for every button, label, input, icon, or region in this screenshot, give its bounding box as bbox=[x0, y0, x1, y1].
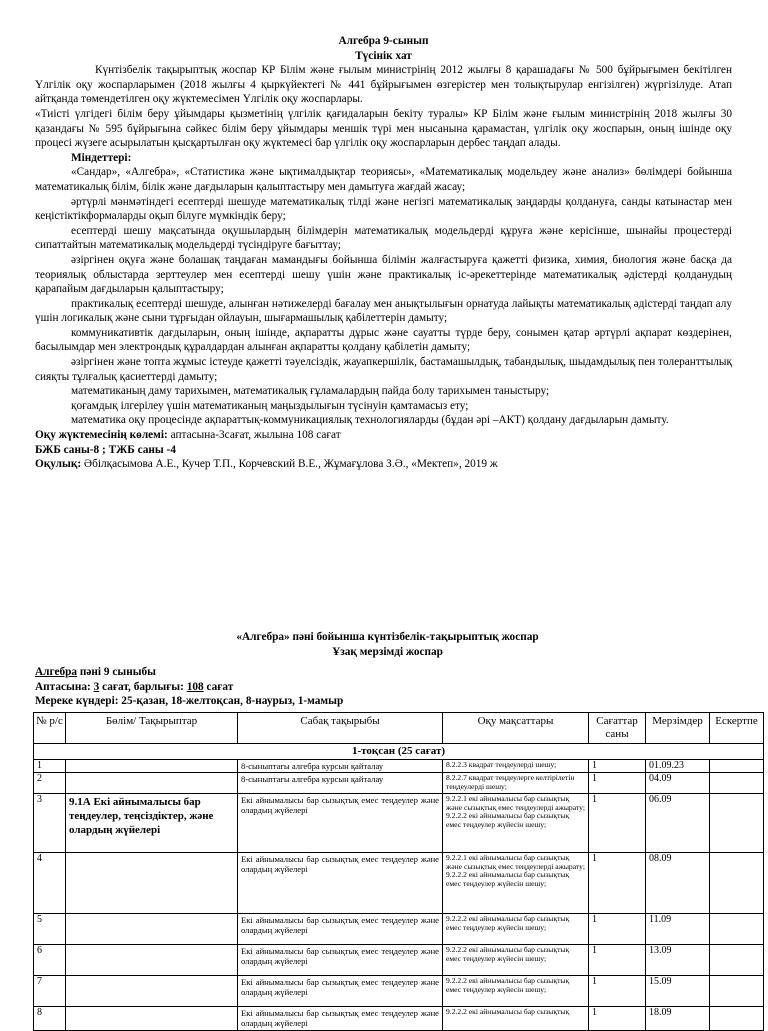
subject-line bbox=[35, 665, 740, 680]
row-note bbox=[710, 945, 764, 976]
row-note bbox=[710, 976, 764, 1007]
row-number: 5 bbox=[34, 914, 66, 945]
row-section bbox=[66, 1007, 238, 1031]
task-item: «Сандар», «Алгебра», «Статистика және ықтималдықтар теориясы», «Математикалық модельдеу және анализ» бөлімдері бойынша математикалық білім, білік және дағдыларын қалыптастыру мен дамытуға жағдай жасау; bbox=[35, 166, 732, 193]
row-topic: 8-сыныптағы алгебра курсын қайталау bbox=[238, 773, 443, 794]
hours-unit: сағат bbox=[203, 680, 234, 693]
row-section bbox=[66, 914, 238, 945]
row-note bbox=[710, 773, 764, 794]
task-item: әзіргінен оқуға және болашақ таңдаған мамандығы бойынша білімін жалғастыруға қажетті физика, химия, биология және басқа да теориялық облыстарда зерттеулер мен есептерді шешу үшін және практикалық іс-әрекеттерінде математикалық әдістерді қолданудың қарапайым дағдыларын қалыптастыру; bbox=[35, 253, 732, 296]
row-number: 8 bbox=[34, 1007, 66, 1031]
assessment-count: БЖБ саны-8 ; ТЖБ саны -4 bbox=[35, 443, 176, 456]
plan-table bbox=[33, 712, 764, 1031]
row-section bbox=[66, 945, 238, 976]
row-note bbox=[710, 1007, 764, 1031]
quarter-label: 1-тоқсан (25 сағат) bbox=[34, 744, 764, 760]
intro-paragraph-2: «Тиісті үлгідегі білім беру ұйымдары қызметінің үлгілік қағидаларын бекіту туралы» КР Білім және ғылым министрінің 2018 жылғы 30 қазандағы № 595 бұйрығына сәйкес білім беру ұйымдары меншік түрі мен нысанына қарамастан, үлгілік оқу жоспарын, оның ішінде оқу процесі жүзеге асырылатын қысқартылған оқу жүктемесі бар үлгілік оқу жоспарларын дербес таңдап алады. bbox=[35, 107, 732, 150]
task-item: математиканың даму тарихымен, математикалық ғұламалардың пайда болу тарихымен таныстыру; bbox=[71, 385, 550, 398]
task-item: есептерді шешу мақсатында оқушылардың білімдерін математикалық модельдерді құруға және керісінше, шынайы процестерді сипаттайтын математикалық модельдерді түсіндіруге бағыттау; bbox=[35, 224, 732, 252]
weekly-label: Аптасына: bbox=[35, 680, 94, 693]
row-section bbox=[66, 773, 238, 794]
row-hours: 1 bbox=[589, 914, 646, 945]
section-title: 9.1А Екі айнымалысы бар теңдеулер, теңсіздіктер, және олардың жүйелері bbox=[66, 794, 238, 853]
row-section bbox=[66, 760, 238, 773]
row-note bbox=[710, 914, 764, 945]
row-goals: 9.2.2.2 екі айнымалысы бар сызықтық bbox=[443, 1007, 589, 1031]
row-number: 6 bbox=[34, 945, 66, 976]
row-number: 1 bbox=[34, 760, 66, 773]
explanatory-note bbox=[35, 34, 732, 472]
row-topic: Екі айнымалысы бар сызықтық емес теңдеулер және олардың жүйелері bbox=[238, 945, 443, 976]
row-date: 15.09 bbox=[646, 976, 710, 1007]
holidays-line: Мереке күндері: 25-қазан, 18-желтоқсан, 8-наурыз, 1-мамыр bbox=[35, 695, 344, 708]
table-row bbox=[34, 1007, 764, 1031]
row-hours: 1 bbox=[589, 976, 646, 1007]
row-topic: Екі айнымалысы бар сызықтық емес теңдеулер және олардың жүйелері bbox=[238, 853, 443, 914]
table-row bbox=[34, 914, 764, 945]
task-item: коммуникативтік дағдыларын, оның ішінде, ақпаратты дұрыс және сауатты түрде беру, сонымен қатар әртүрлі ақпарат көздерінен, басылымдар мен электрондық құралдардан алынған ақпаратты қолдану қабілетін дамыту; bbox=[35, 326, 732, 354]
table-row bbox=[34, 976, 764, 1007]
row-topic: Екі айнымалысы бар сызықтық емес теңдеулер және олардың жүйелері bbox=[238, 1007, 443, 1031]
task-item: әзіргінен және топта жұмыс істеуде қажетті тәуелсіздік, жауапкершілік, бастамашылдық, табандылық, шыдамдылық пен толеранттылық сияқты тұлғалық қасиеттерді дамыту; bbox=[35, 356, 732, 383]
table-row bbox=[34, 794, 764, 853]
row-number: 4 bbox=[34, 853, 66, 914]
table-row bbox=[34, 945, 764, 976]
row-topic: Екі айнымалысы бар сызықтық емес теңдеулер және олардың жүйелері bbox=[238, 914, 443, 945]
table-row bbox=[34, 773, 764, 794]
weekly-hours: 3 bbox=[93, 680, 100, 693]
row-topic: Екі айнымалысы бар сызықтық емес теңдеулер және олардың жүйелері bbox=[238, 976, 443, 1007]
row-number: 7 bbox=[34, 976, 66, 1007]
subject-name: Алгебра bbox=[35, 666, 78, 679]
row-hours: 1 bbox=[589, 945, 646, 976]
row-note bbox=[710, 794, 764, 853]
total-hours: 108 bbox=[186, 680, 204, 693]
row-number: 3 bbox=[34, 794, 66, 853]
row-topic: Екі айнымалысы бар сызықтық емес теңдеулер және олардың жүйелері bbox=[238, 794, 443, 853]
row-date: 01.09.23 bbox=[646, 760, 710, 773]
row-date: 06.09 bbox=[646, 794, 710, 853]
table-row bbox=[34, 853, 764, 914]
row-date: 08.09 bbox=[646, 853, 710, 914]
col-goals: Оқу мақсаттары bbox=[443, 713, 589, 744]
row-topic: 8-сыныптағы алгебра курсын қайталау bbox=[238, 760, 443, 773]
col-hours: Сағаттар саны bbox=[589, 713, 646, 744]
row-date: 11.09 bbox=[646, 914, 710, 945]
col-number: № р/с bbox=[34, 713, 66, 744]
row-goals: 9.2.2.2 екі айнымалысы бар сызықтық емес теңдеулер жүйесін шешу; bbox=[443, 914, 589, 945]
total-label: сағат, барлығы: bbox=[99, 680, 187, 693]
row-hours: 1 bbox=[589, 1007, 646, 1031]
col-section: Бөлім/ Тақырыптар bbox=[66, 713, 238, 744]
tasks-heading: Міндеттері: bbox=[71, 151, 132, 164]
row-date: 18.09 bbox=[646, 1007, 710, 1031]
task-item: практикалық есептерді шешуде, алынған нәтижелерді бағалау мен анықтылығын орнатуда лайықты математикалық әдістерді таңдап алу үшін логикалық және сыни тұрғыдан ойлауын, шығармашылық қабілеттерін дамыту; bbox=[35, 297, 732, 325]
col-topic: Сабақ тақырыбы bbox=[238, 713, 443, 744]
study-load bbox=[35, 428, 732, 443]
plan-title: «Алгебра» пәні бойынша күнтізбелік-тақырыптық жоспар bbox=[236, 631, 539, 643]
subject-grade: пәні 9 сыныбы bbox=[77, 666, 157, 679]
study-load-value: аптасына-3сағат, жылына 108 сағат bbox=[167, 429, 341, 442]
row-goals: 8.2.2.3 квадрат теңдеулерді шешу; bbox=[443, 760, 589, 773]
row-goals: 9.2.2.2 екі айнымалысы бар сызықтық емес теңдеулер жүйесін шешу; bbox=[443, 945, 589, 976]
table-row bbox=[34, 760, 764, 773]
plan-subtitle: Ұзақ мерзімді жоспар bbox=[332, 645, 443, 658]
long-term-plan-header bbox=[35, 630, 740, 709]
task-item: математика оқу процесінде ақпараттық-коммуникациялық технологияларды (бұдан әрі –АКТ) қолдану дағдыларын дамыту. bbox=[71, 414, 669, 427]
row-goals: 9.2.2.1 екі айнымалысы бар сызықтық және сызықтық емес теңдеулерді ажырату; 9.2.2.2 екі айнымалысы бар сызықтық емес теңдеулер жүйесін шешу; bbox=[443, 853, 589, 914]
row-date: 13.09 bbox=[646, 945, 710, 976]
task-item: қоғамдық ілгерілеу үшін математиканың маңыздылығын түсінуін қамтамасыз ету; bbox=[71, 399, 469, 412]
grade-title: Алгебра 9-сынып bbox=[338, 35, 429, 47]
note-title: Түсінік хат bbox=[355, 49, 412, 62]
hours-line bbox=[35, 680, 740, 695]
row-section bbox=[66, 976, 238, 1007]
quarter-row bbox=[34, 744, 764, 760]
row-goals: 9.2.2.1 екі айнымалысы бар сызықтық және сызықтық емес теңдеулерді ажырату; 9.2.2.2 екі айнымалысы бар сызықтық емес теңдеулер жүйесін шешу; bbox=[443, 794, 589, 853]
textbook bbox=[35, 457, 732, 472]
row-goals: 9.2.2.2 екі айнымалысы бар сызықтық емес теңдеулер жүйесін шешу; bbox=[443, 976, 589, 1007]
row-note bbox=[710, 760, 764, 773]
col-notes: Ескертпе bbox=[710, 713, 764, 744]
textbook-label: Оқулық: bbox=[35, 458, 82, 471]
col-dates: Мерзімдер bbox=[646, 713, 710, 744]
row-section bbox=[66, 853, 238, 914]
row-hours: 1 bbox=[589, 773, 646, 794]
study-load-label: Оқу жүктемесінің көлемі: bbox=[35, 429, 168, 442]
table-header-row bbox=[34, 713, 764, 744]
row-goals: 8.2.2.7 квадрат теңдеулерге келтірілетін теңдеулерді шешу; bbox=[443, 773, 589, 794]
row-number: 2 bbox=[34, 773, 66, 794]
row-hours: 1 bbox=[589, 853, 646, 914]
row-hours: 1 bbox=[589, 794, 646, 853]
row-hours: 1 bbox=[589, 760, 646, 773]
intro-paragraph-1: Күнтізбелік тақырыптық жоспар КР Білім және ғылым министрінің 2012 жылғы 8 қарашадағы № 500 бұйрығымен бекітілген Үлгілік оқу жоспарларымен (2018 жылғы 4 қыркүйектегі № 441 бұйрығымен өзгерістер мен толықтырулар енгізілген) жүргізілуде. Атап айтқанда төмендетілген оқу жүктемесімен Үлгілік оқу жоспарлары. bbox=[35, 64, 732, 106]
row-date: 04.09 bbox=[646, 773, 710, 794]
textbook-value: Әбілқасымова А.Е., Кучер Т.П., Корчевский В.Е., Жұмағұлова З.Ә., «Мектеп», 2019 ж bbox=[81, 458, 498, 471]
task-item: әртүрлі мәнмәтіндегі есептерді шешуде математикалық тілді және негізгі математикалық заңдарды қолдануға, санды катынастар мен кеңістіктікформаларды оқып білуге мүмкіндік беру; bbox=[35, 195, 732, 223]
row-note bbox=[710, 853, 764, 914]
